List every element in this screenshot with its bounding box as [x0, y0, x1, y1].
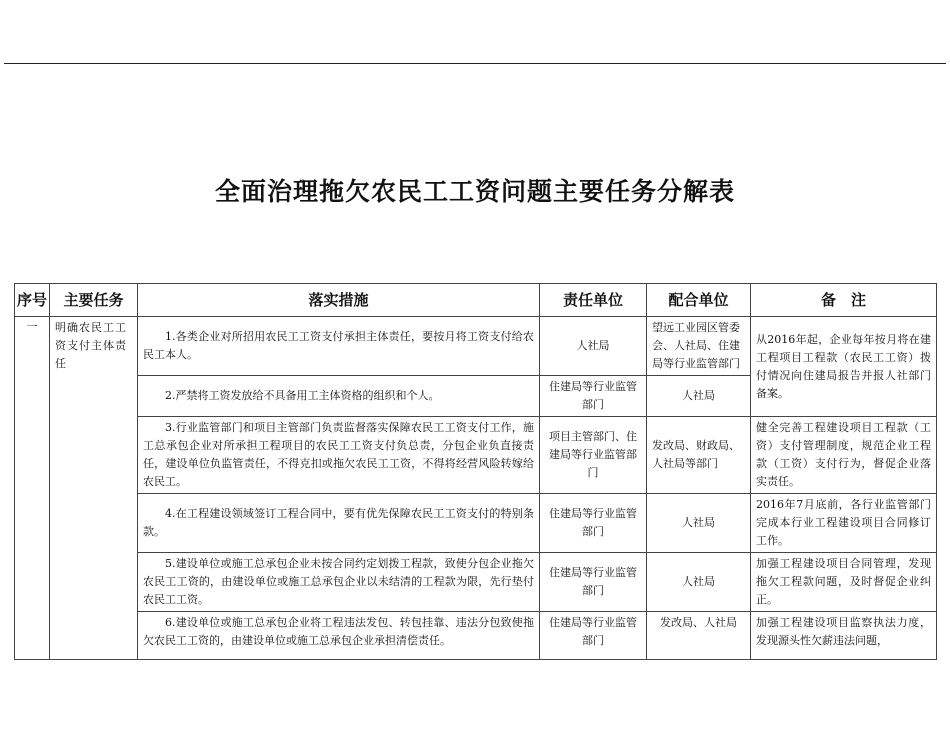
task-breakdown-table [14, 283, 937, 660]
remarks-cell: 从2016年起，企业每年按月将在建工程项目工程款（农民工工资）拨付情况向住建局报告并报人社部门备案。 [751, 317, 937, 417]
header-cooperating: 配合单位 [647, 284, 751, 317]
responsible-cell: 项目主管部门、住建局等行业监管部门 [540, 417, 647, 494]
cooperating-cell: 人社局 [647, 553, 751, 612]
measure-cell: 6.建设单位或施工总承包企业将工程违法发包、转包挂靠、违法分包致使拖欠农民工工资的，由建设单位或施工总承包企业承担清偿责任。 [138, 612, 540, 660]
table-row [15, 553, 937, 612]
responsible-cell: 住建局等行业监管部门 [540, 612, 647, 660]
responsible-cell: 住建局等行业监管部门 [540, 553, 647, 612]
header-responsible: 责任单位 [540, 284, 647, 317]
cooperating-cell: 望远工业园区管委会、人社局、住建局等行业监管部门 [647, 317, 751, 376]
remarks-cell: 加强工程建设项目合同管理，发现拖欠工程款问题，及时督促企业纠正。 [751, 553, 937, 612]
remarks-cell: 加强工程建设项目监察执法力度，发现源头性欠薪违法问题， [751, 612, 937, 660]
measure-cell: 3.行业监管部门和项目主管部门负责监督落实保障农民工工资支付工作，施工总承包企业对所承担工程项目的农民工工资支付负总责，分包企业负直接责任，建设单位负监管责任，不得克扣或拖欠农民工工资，不得将经营风险转嫁给农民工。 [138, 417, 540, 494]
cooperating-cell: 人社局 [647, 494, 751, 553]
group-task: 明确农民工工资支付主体责任 [50, 317, 138, 660]
table-row [15, 417, 937, 494]
responsible-cell: 人社局 [540, 317, 647, 376]
header-no: 序号 [15, 284, 50, 317]
measure-cell: 1.各类企业对所招用农民工工资支付承担主体责任，要按月将工资支付给农民工本人。 [138, 317, 540, 376]
cooperating-cell: 发改局、人社局 [647, 612, 751, 660]
remarks-cell: 健全完善工程建设项目工程款（工资）支付管理制度，规范企业工程款（工资）支付行为，督促企业落实责任。 [751, 417, 937, 494]
cooperating-cell: 人社局 [647, 376, 751, 417]
responsible-cell: 住建局等行业监管部门 [540, 494, 647, 553]
document-title: 全面治理拖欠农民工工资问题主要任务分解表 [214, 177, 735, 206]
measure-cell: 4.在工程建设领域签订工程合同中，要有优先保障农民工工资支付的特别条款。 [138, 494, 540, 553]
header-measures: 落实措施 [138, 284, 540, 317]
measure-cell: 5.建设单位或施工总承包企业未按合同约定划拨工程款，致使分包企业拖欠农民工工资的，由建设单位或施工总承包企业以未结清的工程款为限，先行垫付农民工工资。 [138, 553, 540, 612]
responsible-cell: 住建局等行业监管部门 [540, 376, 647, 417]
header-remarks: 备 注 [751, 284, 937, 317]
measure-cell: 2.严禁将工资发放给不具备用工主体资格的组织和个人。 [138, 376, 540, 417]
table-row [15, 494, 937, 553]
table-row [15, 317, 937, 376]
table-row [15, 612, 937, 660]
table-header-row [15, 284, 937, 317]
header-rule [4, 63, 946, 64]
remarks-cell: 2016年7月底前，各行业监管部门完成本行业工程建设项目合同修订工作。 [751, 494, 937, 553]
cooperating-cell: 发改局、财政局、人社局等部门 [647, 417, 751, 494]
group-number: 一 [15, 317, 50, 660]
header-task: 主要任务 [50, 284, 138, 317]
